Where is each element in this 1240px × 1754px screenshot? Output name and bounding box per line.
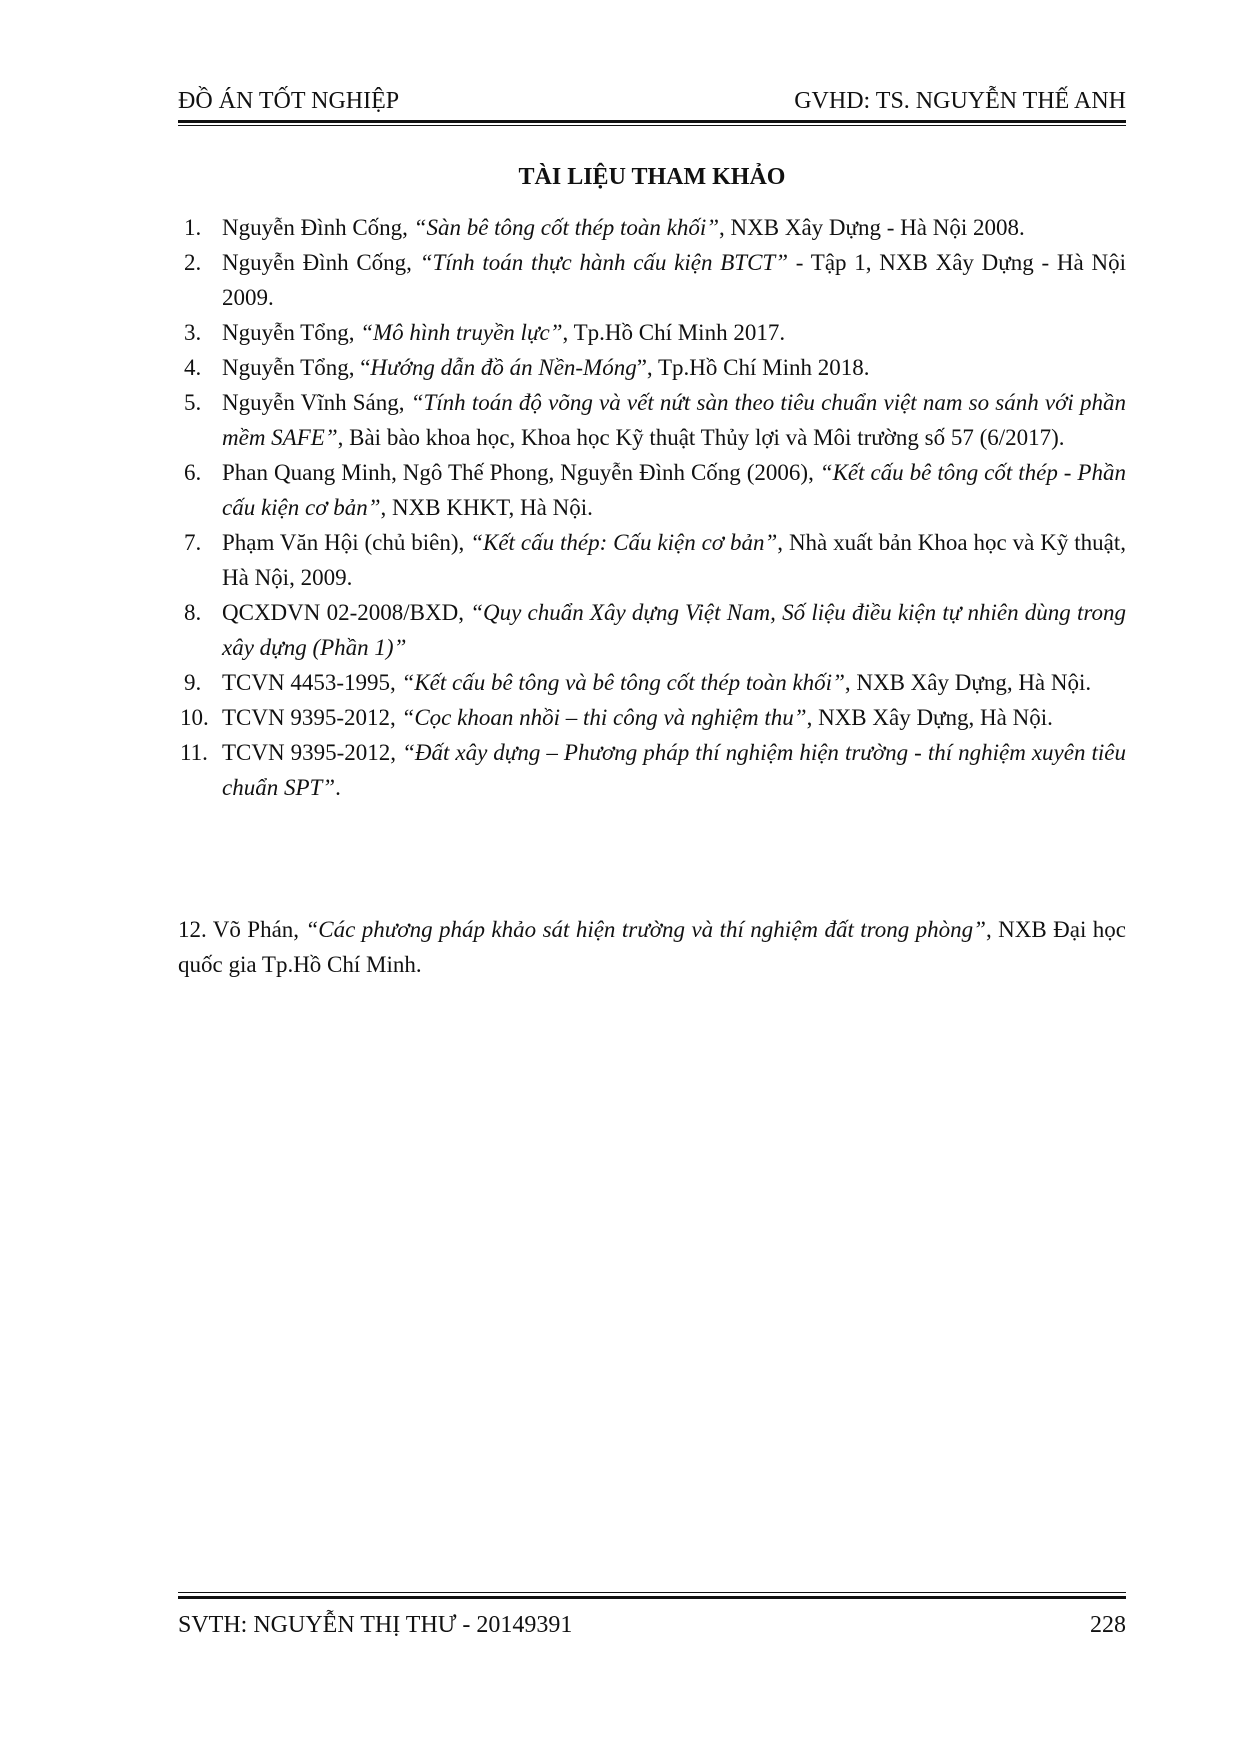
reference-number: 10. bbox=[180, 705, 209, 730]
reference-item bbox=[178, 455, 1126, 525]
footer-student: SVTH: NGUYỄN THỊ THƯ - 20149391 bbox=[178, 1612, 573, 1638]
reference-item bbox=[178, 735, 1126, 805]
reference-title: “Sàn bê tông cốt thép toàn khối” bbox=[413, 215, 720, 240]
header-rule-thin bbox=[178, 125, 1126, 126]
reference-publisher: ”, Tp.Hồ Chí Minh 2018. bbox=[636, 355, 870, 380]
reference-number: 1. bbox=[184, 215, 202, 240]
reference-publisher: , Bài bào khoa học, Khoa học Kỹ thuật Thủy lợi và Môi trường số 57 (6/2017). bbox=[337, 425, 1065, 450]
reference-author: Nguyễn Tổng, “ bbox=[222, 355, 371, 380]
reference-publisher: , NXB Xây Dựng - Hà Nội 2008. bbox=[719, 215, 1025, 240]
reference-title: Hướng dẫn đồ án Nền-Móng bbox=[370, 355, 637, 380]
footer-rule bbox=[178, 1596, 1126, 1599]
reference-item bbox=[178, 385, 1126, 455]
reference-publisher: , NXB KHKT, Hà Nội. bbox=[380, 495, 593, 520]
reference-title: “Quy chuẩn Xây dựng Việt Nam, Số liệu điều kiện tự nhiên dùng trong xây dựng (Phần 1)” bbox=[222, 600, 1127, 660]
reference-number: 11. bbox=[180, 740, 208, 765]
reference-item-final bbox=[178, 912, 1126, 982]
reference-item bbox=[178, 595, 1126, 665]
reference-publisher: , NXB Xây Dựng, Hà Nội. bbox=[806, 705, 1053, 730]
header-advisor: GVHD: TS. NGUYỄN THẾ ANH bbox=[794, 88, 1126, 114]
reference-author: 12. Võ Phán, bbox=[178, 917, 306, 942]
reference-number: 3. bbox=[184, 320, 202, 345]
page-number: 228 bbox=[1090, 1612, 1126, 1638]
reference-publisher: , Nhà xuất bản Khoa học và Kỹ thuật, Hà Nội, 2009. bbox=[222, 530, 1126, 590]
reference-author: QCXDVN 02-2008/BXD, bbox=[222, 600, 471, 625]
reference-title: “Mô hình truyền lực” bbox=[360, 320, 563, 345]
reference-number: 7. bbox=[184, 530, 202, 555]
reference-author: Nguyễn Vĩnh Sáng, bbox=[222, 390, 411, 415]
reference-publisher: , NXB Xây Dựng, Hà Nội. bbox=[844, 670, 1092, 695]
reference-number: 9. bbox=[184, 670, 202, 695]
reference-item bbox=[178, 315, 1126, 350]
reference-author: TCVN 4453-1995, bbox=[222, 670, 402, 695]
header-rule bbox=[178, 120, 1126, 123]
reference-title: “Cọc khoan nhồi – thi công và nghiệm thu” bbox=[401, 705, 807, 730]
reference-item bbox=[178, 210, 1126, 245]
reference-author: Nguyễn Tổng, bbox=[222, 320, 361, 345]
reference-title: “Kết cấu bê tông cốt thép - Phần cấu kiện cơ bản” bbox=[222, 460, 1126, 520]
page-header bbox=[178, 84, 1126, 122]
footer-rule-thin bbox=[178, 1592, 1126, 1593]
reference-number: 5. bbox=[184, 390, 202, 415]
reference-item bbox=[178, 665, 1126, 700]
reference-publisher: . bbox=[335, 775, 341, 800]
reference-item bbox=[178, 350, 1126, 385]
reference-number: 2. bbox=[184, 250, 202, 275]
reference-publisher: , Tp.Hồ Chí Minh 2017. bbox=[562, 320, 786, 345]
reference-title: “Đất xây dựng – Phương pháp thí nghiệm hiện trường - thí nghiệm xuyên tiêu chuẩn SPT” bbox=[222, 740, 1126, 800]
reference-author: Nguyễn Đình Cống, bbox=[222, 250, 420, 275]
reference-publisher: - Tập 1, NXB Xây Dựng - Hà Nội 2009. bbox=[222, 250, 1126, 310]
reference-author: TCVN 9395-2012, bbox=[222, 740, 403, 765]
reference-number: 4. bbox=[184, 355, 202, 380]
header-project-title: ĐỒ ÁN TỐT NGHIỆP bbox=[178, 88, 400, 114]
reference-author: Nguyễn Đình Cống, bbox=[222, 215, 414, 240]
page-title: TÀI LIỆU THAM KHẢO bbox=[518, 164, 786, 190]
reference-publisher: , NXB Đại học quốc gia Tp.Hồ Chí Minh. bbox=[178, 917, 1126, 977]
reference-title: “Các phương pháp khảo sát hiện trường và thí nghiệm đất trong phòng” bbox=[305, 917, 986, 942]
reference-author: Phạm Văn Hội (chủ biên), bbox=[222, 530, 471, 555]
reference-item bbox=[178, 245, 1126, 315]
reference-list bbox=[178, 210, 1126, 805]
reference-number: 8. bbox=[184, 600, 202, 625]
reference-title: “Kết cấu bê tông và bê tông cốt thép toàn khối” bbox=[401, 670, 845, 695]
reference-title: “Tính toán độ võng và vết nứt sàn theo tiêu chuẩn việt nam so sánh với phần mềm SAFE” bbox=[222, 390, 1126, 450]
reference-number: 6. bbox=[184, 460, 202, 485]
reference-item bbox=[178, 525, 1126, 595]
reference-title: “Tính toán thực hành cấu kiện BTCT” bbox=[419, 250, 789, 275]
reference-author: Phan Quang Minh, Ngô Thế Phong, Nguyễn Đình Cống (2006), bbox=[222, 460, 820, 485]
reference-title: “Kết cấu thép: Cấu kiện cơ bản” bbox=[470, 530, 778, 555]
page-footer bbox=[178, 1612, 1126, 1646]
reference-item bbox=[178, 700, 1126, 735]
reference-author: TCVN 9395-2012, bbox=[222, 705, 402, 730]
